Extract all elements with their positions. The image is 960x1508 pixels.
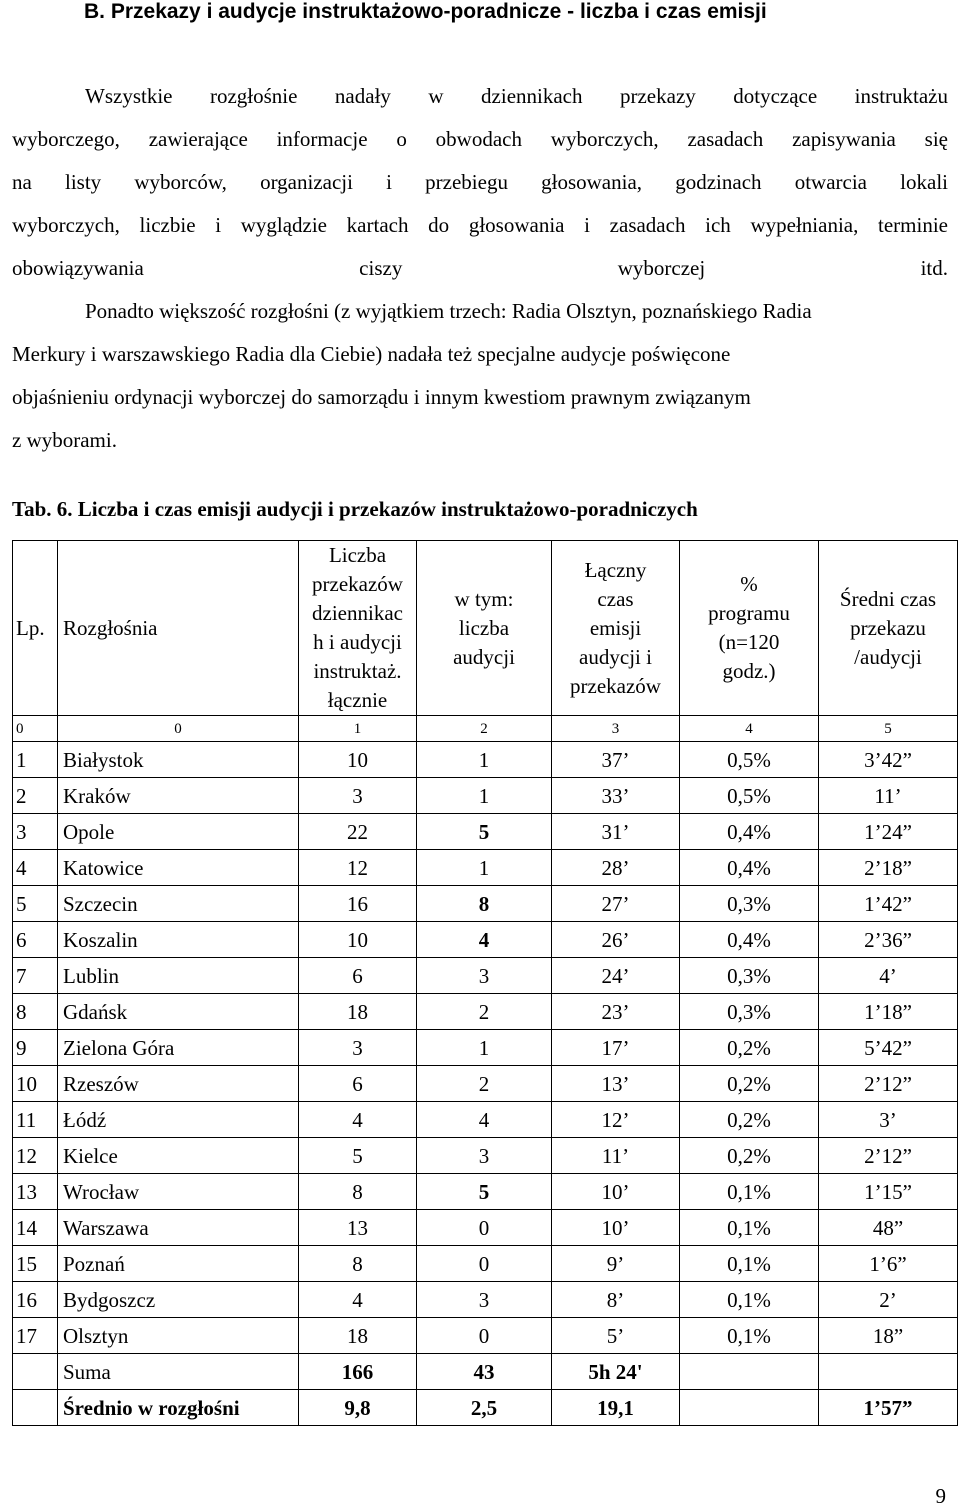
row-station: Łódź [58,1102,299,1138]
row-percent: 0,5% [680,742,819,778]
paragraph-line: Ponadto większość rozgłośni (z wyjątkiem trzech: Radia Olsztyn, poznańskiego Radia [85,299,812,323]
row-station: Rzeszów [58,1066,299,1102]
row-auditions: 5 [417,814,552,850]
row-total-time: 31’ [552,814,680,850]
row-total-time: 13’ [552,1066,680,1102]
row-lp: 7 [13,958,58,994]
header-lp [13,541,58,716]
average-row [13,1390,958,1426]
row-percent: 0,2% [680,1138,819,1174]
row-avg-time: 3’42” [819,742,958,778]
row-total-count: 3 [299,1030,417,1066]
header-line: Łączny [584,557,647,582]
table-row [13,1066,958,1102]
paragraph-line: na listy wyborców, organizacji i przebiegu głosowania, godzinach otwarcia lokali [12,170,948,194]
table-row [13,1030,958,1066]
row-label: Średnio w rozgłośni [58,1390,299,1426]
row-total-count: 12 [299,850,417,886]
row-avg-time: 2’ [819,1282,958,1318]
row-percent: 0,4% [680,814,819,850]
row-total-time: 33’ [552,778,680,814]
row-total-time: 17’ [552,1030,680,1066]
table-row [13,1282,958,1318]
row-auditions: 1 [417,850,552,886]
row-lp: 11 [13,1102,58,1138]
column-number: 1 [299,716,417,742]
row-auditions: 8 [417,886,552,922]
row-avg-time: 18” [819,1318,958,1354]
header-line: % [740,572,758,596]
row-percent: 0,3% [680,994,819,1030]
header-line: dziennikac [312,601,403,625]
header-line: h i audycji [313,630,402,654]
row-total-count: 8 [299,1174,417,1210]
row-station: Kraków [58,778,299,814]
row-lp-empty [13,1390,58,1426]
row-total-time: 5’ [552,1318,680,1354]
paragraph-line: z wyborami. [12,428,117,452]
row-station: Opole [58,814,299,850]
row-auditions: 2,5 [417,1390,552,1426]
row-total-time: 24’ [552,958,680,994]
table-row [13,922,958,958]
table-row [13,742,958,778]
row-percent: 0,1% [680,1246,819,1282]
row-percent [680,1354,819,1390]
row-lp: 5 [13,886,58,922]
row-auditions: 4 [417,922,552,958]
row-station: Szczecin [58,886,299,922]
row-total-count: 6 [299,958,417,994]
row-auditions: 1 [417,742,552,778]
table-row [13,850,958,886]
header-line: w tym: [454,586,514,611]
row-total-count: 16 [299,886,417,922]
row-percent: 0,4% [680,922,819,958]
column-number: 5 [819,716,958,742]
row-percent: 0,2% [680,1102,819,1138]
row-total-time: 28’ [552,850,680,886]
paragraph-line: Wszystkie rozgłośnie nadały w dziennikach przekazy dotyczące instruktażu [85,84,948,108]
row-station: Koszalin [58,922,299,958]
row-total-count: 4 [299,1102,417,1138]
row-percent: 0,2% [680,1066,819,1102]
header-line: Liczba [328,543,387,567]
row-station: Białystok [58,742,299,778]
table-row [13,814,958,850]
header-line: instruktaż. [313,659,402,683]
row-percent: 0,5% [680,778,819,814]
table-row [13,1246,958,1282]
row-total-time: 26’ [552,922,680,958]
row-avg-time: 1’24” [819,814,958,850]
sum-row [13,1354,958,1390]
row-total-time: 10’ [552,1174,680,1210]
row-total-count: 10 [299,922,417,958]
row-avg-time: 2’36” [819,922,958,958]
column-number: 2 [417,716,552,742]
column-number-row [13,716,958,742]
table-row [13,1210,958,1246]
row-lp: 9 [13,1030,58,1066]
column-number: 0 [13,716,58,742]
row-avg-time: 1’57” [819,1390,958,1426]
header-percent [680,541,819,716]
row-total-count: 18 [299,1318,417,1354]
row-total-time: 8’ [552,1282,680,1318]
row-lp: 4 [13,850,58,886]
row-total-count: 22 [299,814,417,850]
table-row [13,1138,958,1174]
header-line: godz.) [722,659,776,683]
paragraph-1 [12,75,948,290]
row-auditions: 4 [417,1102,552,1138]
emission-table [12,540,958,1426]
row-lp: 12 [13,1138,58,1174]
row-auditions: 3 [417,1138,552,1174]
row-total-count: 9,8 [299,1390,417,1426]
row-avg-time: 1’6” [819,1246,958,1282]
header-total-time [552,541,680,716]
header-line: przekazów [312,572,403,596]
row-avg-time: 3’ [819,1102,958,1138]
row-lp: 3 [13,814,58,850]
header-line: audycji [453,644,515,669]
row-total-count: 8 [299,1246,417,1282]
row-total-time: 23’ [552,994,680,1030]
row-lp: 15 [13,1246,58,1282]
row-avg-time: 4’ [819,958,958,994]
row-percent: 0,1% [680,1174,819,1210]
row-total-count: 3 [299,778,417,814]
row-station: Lublin [58,958,299,994]
row-avg-time: 11’ [819,778,958,814]
paragraph-line: objaśnieniu ordynacji wyborczej do samorządu i innym kwestiom prawnym związanym [12,385,751,409]
header-line: łącznie [327,688,388,712]
row-total-time: 10’ [552,1210,680,1246]
row-station: Kielce [58,1138,299,1174]
header-line: liczba [458,615,510,640]
column-number: 4 [680,716,819,742]
row-percent: 0,4% [680,850,819,886]
column-number: 3 [552,716,680,742]
table-row [13,778,958,814]
row-total-count: 6 [299,1066,417,1102]
row-lp-empty [13,1354,58,1390]
header-avg-time [819,541,958,716]
header-line: przekazu [850,615,926,640]
row-total-count: 18 [299,994,417,1030]
row-percent: 0,1% [680,1318,819,1354]
header-station [58,541,299,716]
row-total-time: 9’ [552,1246,680,1282]
row-station: Wrocław [58,1174,299,1210]
header-line: Rozgłośnia [63,615,158,640]
row-total-count: 4 [299,1282,417,1318]
table-row [13,1174,958,1210]
header-line: /audycji [854,644,922,669]
table-row [13,994,958,1030]
header-line: emisji [589,615,642,640]
table-caption: Tab. 6. Liczba i czas emisji audycji i przekazów instruktażowo-poradniczych [12,497,698,521]
row-station: Bydgoszcz [58,1282,299,1318]
row-auditions: 3 [417,1282,552,1318]
row-total-time: 37’ [552,742,680,778]
row-lp: 17 [13,1318,58,1354]
row-avg-time [819,1354,958,1390]
row-station: Warszawa [58,1210,299,1246]
header-line: programu [708,601,790,625]
row-total-time: 5h 24' [552,1354,680,1390]
section-heading: B. Przekazy i audycje instruktażowo-poradnicze - liczba i czas emisji [84,0,767,23]
row-lp: 13 [13,1174,58,1210]
header-line: audycji i [579,644,652,669]
row-auditions: 1 [417,778,552,814]
column-number: 0 [58,716,299,742]
header-line: czas [597,586,634,611]
row-auditions: 5 [417,1174,552,1210]
row-lp: 2 [13,778,58,814]
row-lp: 10 [13,1066,58,1102]
row-avg-time: 2’18” [819,850,958,886]
row-station: Poznań [58,1246,299,1282]
row-avg-time: 5’42” [819,1030,958,1066]
row-percent: 0,1% [680,1282,819,1318]
page-number: 9 [935,1484,946,1508]
row-station: Zielona Góra [58,1030,299,1066]
row-lp: 1 [13,742,58,778]
row-station: Gdańsk [58,994,299,1030]
paragraph-line: Merkury i warszawskiego Radia dla Ciebie) nadała też specjalne audycje poświęcone [12,342,731,366]
header-line: Lp. [16,615,45,640]
row-total-time: 11’ [552,1138,680,1174]
header-total-count [299,541,417,716]
row-station: Olsztyn [58,1318,299,1354]
header-line: (n=120 [718,630,780,654]
paragraph-line: wyborczego, zawierające informacje o obwodach wyborczych, zasadach zapisywania się [12,127,948,151]
row-total-count: 5 [299,1138,417,1174]
row-percent: 0,2% [680,1030,819,1066]
row-auditions: 2 [417,994,552,1030]
row-auditions: 1 [417,1030,552,1066]
row-auditions: 0 [417,1318,552,1354]
row-percent: 0,1% [680,1210,819,1246]
paragraph-line: obowiązywania ciszy wyborczej itd. [12,256,948,280]
table-row [13,886,958,922]
table-row [13,1102,958,1138]
row-auditions: 3 [417,958,552,994]
row-avg-time: 2’12” [819,1066,958,1102]
row-station: Katowice [58,850,299,886]
row-avg-time: 1’42” [819,886,958,922]
table-row [13,958,958,994]
paragraph-2 [12,290,948,462]
row-total-count: 13 [299,1210,417,1246]
paragraph-line: wyborczych, liczbie i wyglądzie kartach do głosowania i zasadach ich wypełniania, terminie [12,213,948,237]
row-avg-time: 2’12” [819,1138,958,1174]
header-line: przekazów [570,673,661,698]
row-percent: 0,3% [680,958,819,994]
header-line: Średni czas [839,586,937,611]
table-row [13,1318,958,1354]
row-total-count: 10 [299,742,417,778]
row-label: Suma [58,1354,299,1390]
row-lp: 6 [13,922,58,958]
row-total-time: 12’ [552,1102,680,1138]
row-lp: 8 [13,994,58,1030]
row-lp: 16 [13,1282,58,1318]
row-avg-time: 1’18” [819,994,958,1030]
row-auditions: 0 [417,1210,552,1246]
row-total-time: 27’ [552,886,680,922]
row-auditions: 43 [417,1354,552,1390]
row-percent [680,1390,819,1426]
row-auditions: 0 [417,1246,552,1282]
row-total-time: 19,1 [552,1390,680,1426]
table-header-row [13,541,958,716]
row-total-count: 166 [299,1354,417,1390]
header-auditions [417,541,552,716]
row-avg-time: 48” [819,1210,958,1246]
row-lp: 14 [13,1210,58,1246]
row-avg-time: 1’15” [819,1174,958,1210]
row-percent: 0,3% [680,886,819,922]
row-auditions: 2 [417,1066,552,1102]
